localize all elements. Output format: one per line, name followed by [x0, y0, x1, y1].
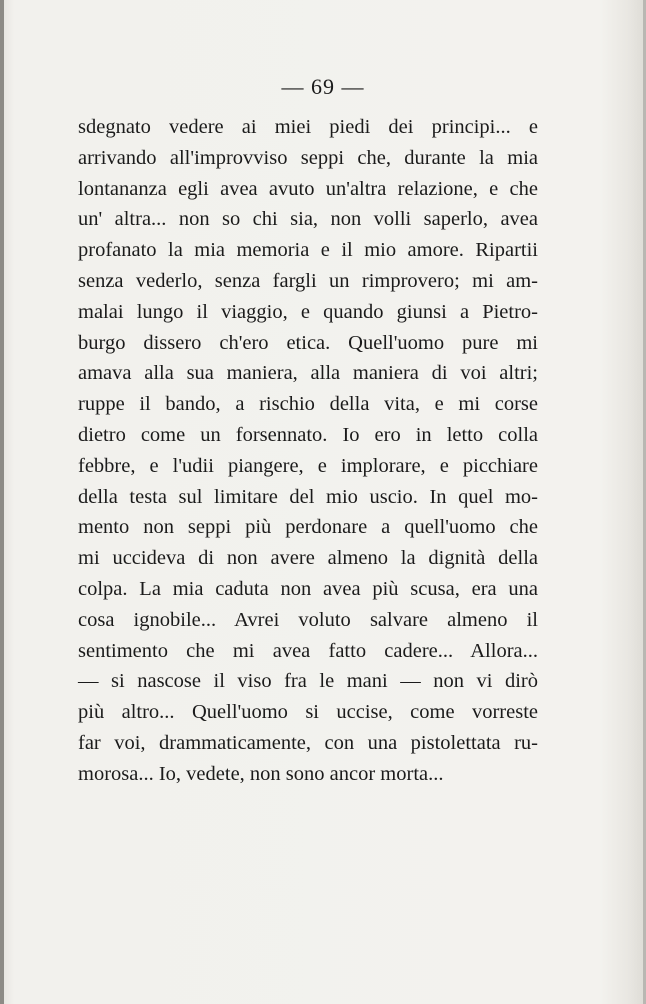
text-line: dietro come un forsennato. Io ero in letto colla	[78, 423, 538, 446]
text-line: della testa sul limitare del mio uscio. In quel mo-	[78, 485, 538, 508]
text-line: senza vederlo, senza fargli un rimprovero; mi am-	[78, 269, 538, 292]
text-line: un' altra... non so chi sia, non volli saperlo, avea	[78, 208, 538, 231]
text-line: amava alla sua maniera, alla maniera di voi altri;	[78, 362, 538, 385]
page-number: — 69 —	[281, 74, 365, 99]
page-left-edge	[0, 0, 4, 1004]
text-line: far voi, drammaticamente, con una pistolettata ru-	[78, 731, 538, 754]
text-line: malai lungo il viaggio, e quando giunsi a Pietro-	[78, 300, 538, 323]
text-line: sentimento che mi avea fatto cadere... Allora...	[78, 639, 538, 662]
text-line: burgo dissero ch'ero etica. Quell'uomo pure mi	[78, 331, 538, 354]
text-line: ruppe il bando, a rischio della vita, e mi corse	[78, 393, 538, 416]
text-line: colpa. La mia caduta non avea più scusa, era una	[78, 577, 538, 600]
text-line: sdegnato vedere ai miei piedi dei principi... e	[78, 116, 538, 138]
text-line: arrivando all'improvviso seppi che, durante la mia	[78, 146, 538, 169]
text-line: mi uccideva di non avere almeno la dignità della	[78, 547, 538, 570]
text-line: morosa... Io, vedete, non sono ancor morta...	[78, 762, 444, 785]
body-text	[78, 112, 538, 790]
text-line: — si nascose il viso fra le mani — non vi dirò	[78, 670, 538, 693]
text-line: profanato la mia memoria e il mio amore. Ripartii	[78, 239, 538, 262]
text-line: più altro... Quell'uomo si uccise, come vorreste	[78, 701, 538, 724]
text-line: cosa ignobile... Avrei voluto salvare almeno il	[78, 608, 538, 631]
text-line: mento non seppi più perdonare a quell'uomo che	[78, 516, 538, 539]
text-line: lontananza egli avea avuto un'altra relazione, e che	[78, 177, 538, 200]
text-line: febbre, e l'udii piangere, e implorare, e picchiare	[78, 454, 538, 477]
